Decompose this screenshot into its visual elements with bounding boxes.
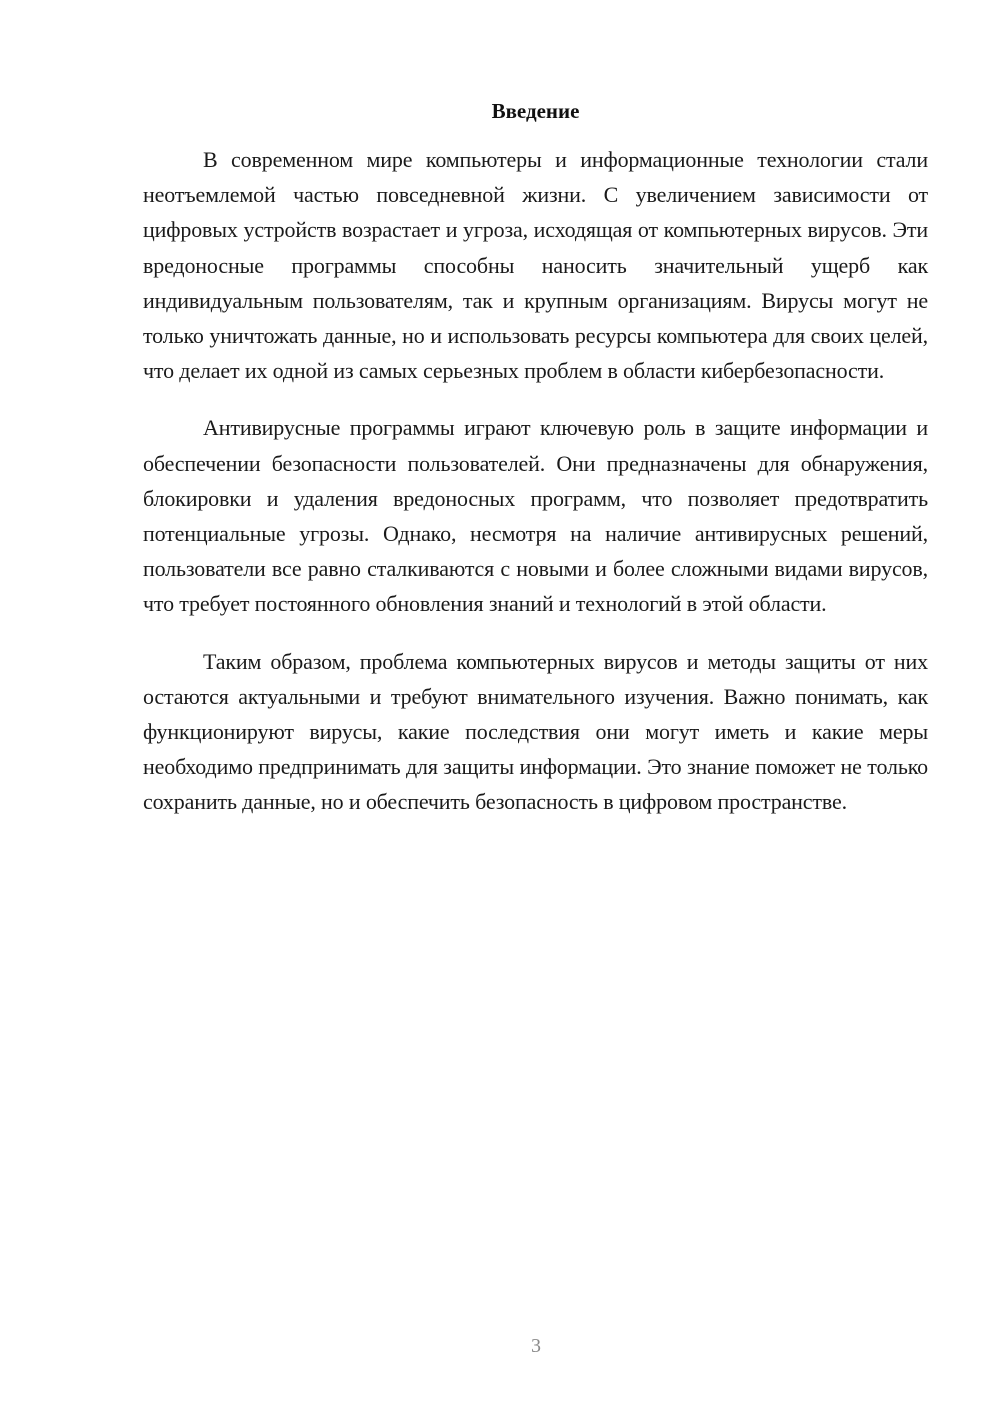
section-title: Введение <box>491 99 580 123</box>
page-number: 3 <box>531 1335 541 1357</box>
paragraph-intro: В современном мире компьютеры и информационные технологии стали неотъемлемой частью повседневной жизни. С увеличением зависимости от цифровых устройств возрастает и угроза, исходящая от компьютерных вирусов. Эти вредоносные программы способны наносить значительный ущерб как индивидуальным пользователям, так и крупным организациям. Вирусы могут не только уничтожать данные, но и использовать ресурсы компьютера для своих целей, что делает их одной из самых серьезных проблем в области кибербезопасности. <box>143 147 928 384</box>
body-text <box>143 142 928 842</box>
paragraph-conclusion: Таким образом, проблема компьютерных вирусов и методы защиты от них остаются актуальными и требуют внимательного изучения. Важно понимать, как функционируют вирусы, какие последствия они могут иметь и какие меры необходимо предпринимать для защиты информации. Это знание поможет не только сохранить данные, но и обеспечить безопасность в цифровом пространстве. <box>143 648 928 815</box>
paragraph-antivirus: Антивирусные программы играют ключевую роль в защите информации и обеспечении безопасности пользователей. Они предназначены для обнаружения, блокировки и удаления вредоносных программ, что позволяет предотвратить потенциальные угрозы. Однако, несмотря на наличие антивирусных решений, пользователи все равно сталкиваются с новыми и более сложными видами вирусов, что требует постоянного обновления знаний и технологий в этой области. <box>143 415 928 617</box>
